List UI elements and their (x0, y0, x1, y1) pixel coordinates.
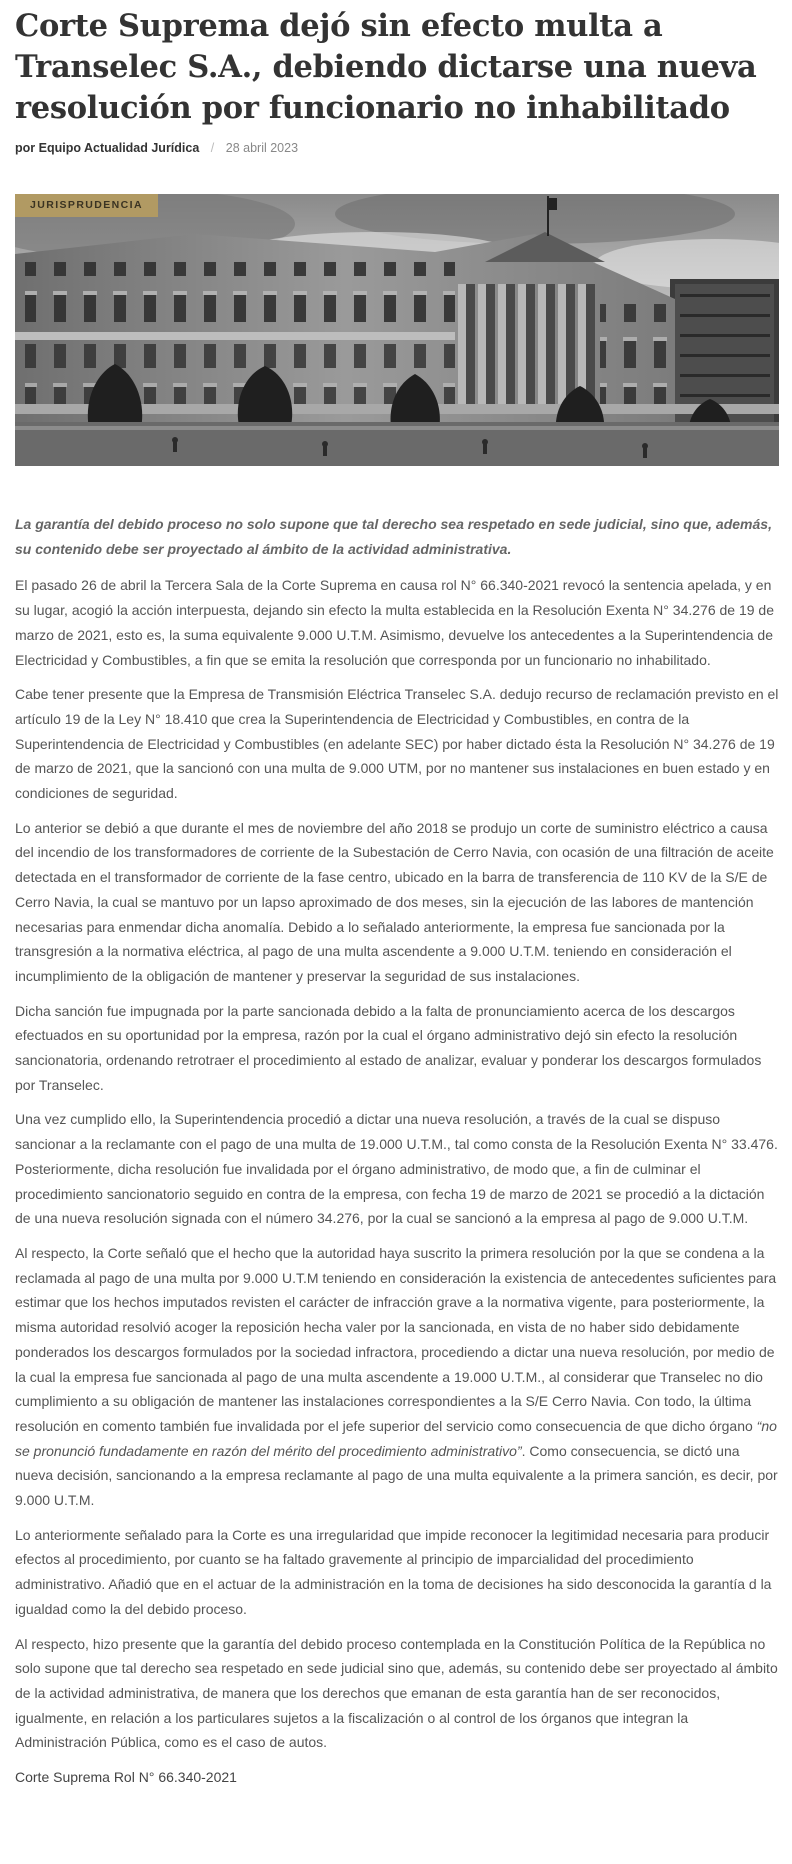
courthouse-photo (15, 194, 779, 466)
article-body (15, 512, 781, 1790)
paragraph-8: Al respecto, hizo presente que la garantía del debido proceso contemplada en la Constitución Política de la República no solo supone que tal derecho sea respetado en sede judicial sino que, además, su contenido debe ser proyectado al ámbito de la actividad administrativa, de manera que los derechos que emanan de esta garantía han de ser reconocidos, igualmente, en relación a los particulares sujetos a la fiscalización o al control de los órganos que integran la Administración Pública, como es el caso de autos. (15, 1635, 778, 1751)
paragraph-2: Cabe tener presente que la Empresa de Transmisión Eléctrica Transelec S.A. dedujo recurso de reclamación previsto en el artículo 19 de la Ley N° 18.410 que crea la Superintendencia de Electricidad y Combustibles, en contra de la Superintendencia de Electricidad y Combustibles (en adelante SEC) por haber dictado ésta la Resolución N° 34.276 de 19 de marzo de 2021, que la sancionó con una multa de 9.000 UTM, por no mantener sus instalaciones en buen estado y en condiciones de seguridad. (15, 686, 779, 802)
paragraph-5: Una vez cumplido ello, la Superintendencia procedió a dictar una nueva resolución, a través de la cual se dispuso sancionar a la reclamante con el pago de una multa de 19.000 U.T.M., tal como consta de la Resolución Exenta N° 33.476. Posteriormente, dicha resolución fue invalidada por el órgano administrativo, de modo que, a fin de culminar el procedimiento sancionatorio seguido en contra de la empresa, con fecha 19 de marzo de 2021 se procedió a la dictación de una nueva resolución signada con el número 34.276, por la cual se sancionó a la empresa al pago de 9.000 U.T.M. (15, 1111, 778, 1227)
article-title: Corte Suprema dejó sin efecto multa a Transelec S.A., debiendo dictarse una nueva resolución por funcionario no inhabilitado (15, 8, 757, 126)
article-lead: La garantía del debido proceso no solo supone que tal derecho sea respetado en sede judicial, sino que, además, su contenido debe ser proyectado al ámbito de la actividad administrativa. (15, 516, 772, 557)
case-reference: Corte Suprema Rol N° 66.340-2021 (15, 1769, 237, 1786)
paragraph-6 (15, 1241, 781, 1513)
byline-prefix: por (15, 141, 36, 155)
paragraph-1: El pasado 26 de abril la Tercera Sala de la Corte Suprema en causa rol N° 66.340-2021 revocó la sentencia apelada, y en su lugar, acogió la acción interpuesta, dejando sin efecto la multa establecida en la Resolución Exenta N° 34.276 de 19 de marzo de 2021, esto es, la suma equivalente 9.000 U.T.M. Asimismo, devuelve los antecedentes a la Superintendencia de Electricidad y Combustibles, a fin que se emita la resolución que corresponda por un funcionario no inhabilitado. (15, 577, 774, 668)
paragraph-6-quote: “no se pronunció fundadamente en razón del mérito del procedimiento administrativo” (15, 1417, 777, 1459)
article-byline (15, 140, 298, 156)
paragraph-7: Lo anteriormente señalado para la Corte es una irregularidad que impide reconocer la legitimidad necesaria para producir efectos al procedimiento, por cuanto se ha faltado gravemente al principio de imparcialidad del procedimiento administrativo. Añadió que en el actuar de la administración en la toma de decisiones ha sido desconocida la garantía d la igualdad como la del debido proceso. (15, 1526, 772, 1617)
paragraph-3: Lo anterior se debió a que durante el mes de noviembre del año 2018 se produjo un corte de suministro eléctrico a causa del incendio de los transformadores de corriente de la Subestación de Cerro Navia, con ocasión de una filtración de aceite detectada en el transformador de corriente de la fase centro, ubicado en la barra de transferencia de 110 KV de la S/E de Cerro Navia, la cual se mantuvo por un lapso aproximado de dos meses, sin la ejecución de las labores de mantención necesarias para enmendar dicha anomalía. Debido a lo señalado anteriormente, la empresa fue sancionada por la transgresión a la normativa eléctrica, al pago de una multa ascendente a 9.000 U.T.M. teniendo en consideración el incumplimiento de la obligación de mantener y preservar la seguridad de sus instalaciones. (15, 819, 774, 984)
byline-separator: / (210, 141, 215, 155)
publish-date: 28 abril 2023 (225, 141, 299, 155)
category-badge[interactable]: JURISPRUDENCIA (15, 194, 158, 217)
hero-image (15, 194, 779, 466)
author-link[interactable]: Equipo Actualidad Jurídica (38, 141, 200, 155)
paragraph-6-text-before: Al respecto, la Corte señaló que el hecho que la autoridad haya suscrito la primera resolución por la que se condena a la reclamada al pago de una multa por 9.000 U.T.M teniendo en consideración la existencia de antecedentes suficientes para estimar que los hechos imputados revisten el carácter de infracción grave a la normativa vigente, para posteriormente, la misma autoridad resolvió acoger la reposición hecha valer por la sancionada, en vista de no haber sido debidamente ponderados los descargos formulados por la sociedad infractora, procediendo a dictar una nueva resolución, por medio de la cual la empresa fue sancionada al pago de una multa ascendente a 19.000 U.T.M., al considerar que Transelec no dio cumplimiento a su obligación de mantener las instalaciones correspondientes a la S/E Cerro Navia. Con todo, la última resolución en comento también fue invalidada por el jefe superior del servicio como consecuencia de que dicho órgano (15, 1244, 777, 1434)
paragraph-4: Dicha sanción fue impugnada por la parte sancionada debido a la falta de pronunciamiento acerca de los descargos efectuados en su oportunidad por la empresa, razón por la cual el órgano administrativo dejó sin efecto la resolución sancionatoria, ordenando retrotraer el procedimiento al estado de analizar, evaluar y ponderar los descargos formulados por Transelec. (15, 1002, 762, 1093)
paragraph-6-text-after: . Como consecuencia, se dictó una nueva decisión, sancionando a la empresa reclamante al pago de una multa equivalente a la primera sanción, es decir, por 9.000 U.T.M. (15, 1442, 778, 1509)
